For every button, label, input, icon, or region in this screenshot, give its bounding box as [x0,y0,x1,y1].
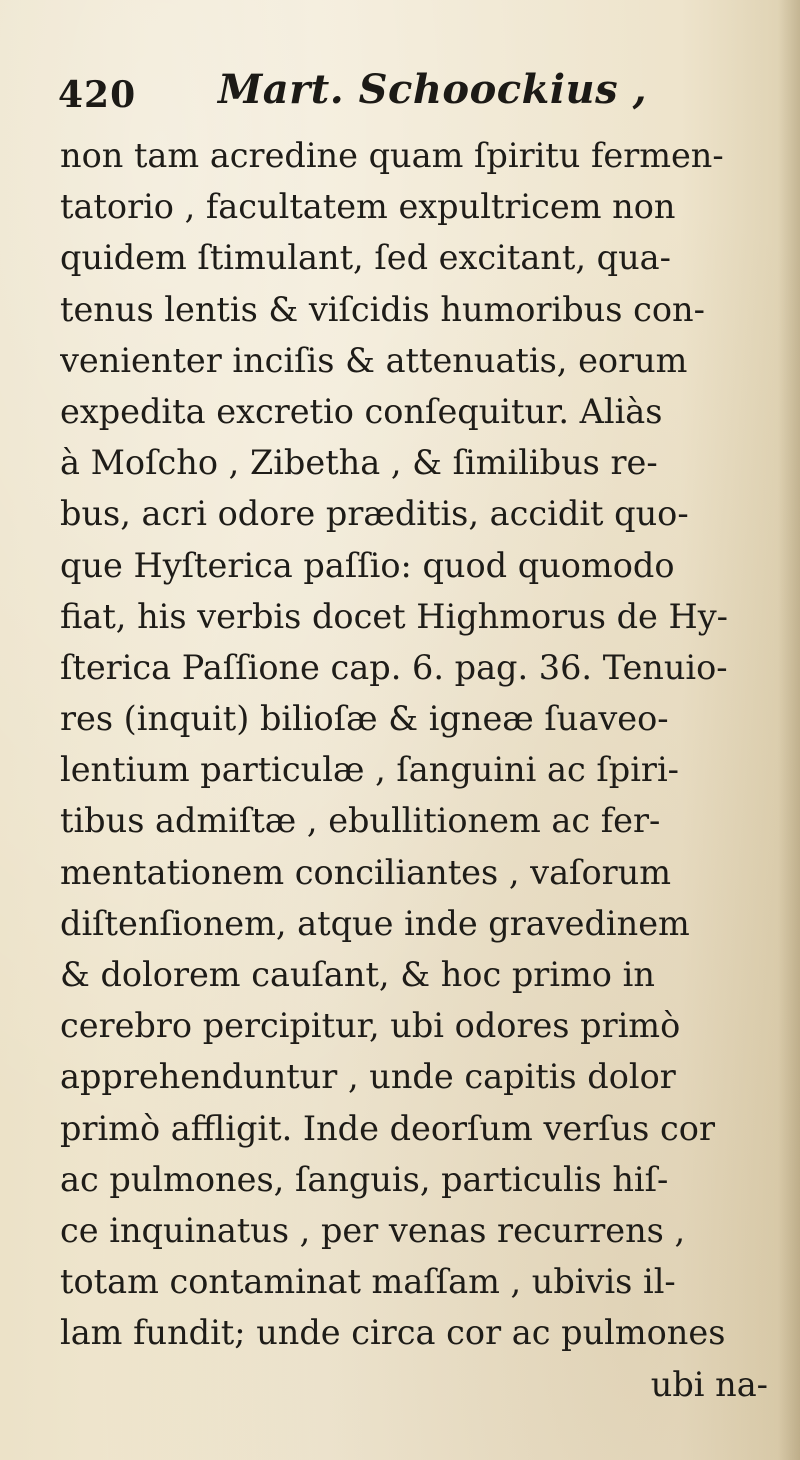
text-line: & dolorem cauſant, & hoc primo in [60,955,655,994]
text-line: lentium particulæ , ſanguini ac ſpiri- [60,750,679,790]
text-line: à Moſcho , Zibetha , & ſimilibus re- [60,443,658,483]
text-line: ce inquinatus , per venas recurrens , [60,1210,686,1250]
text-line: tenus lentis & viſcidis humoribus con- [60,289,705,329]
text-line: cerebro percipitur, ubi odores primò [60,1006,681,1046]
text-line: tatorio , facultatem expultricem non [60,187,676,227]
text-line: venienter inciſis & attenuatis, eorum [60,340,688,380]
text-line: tibus admiſtæ , ebullitionem ac fer- [60,801,661,841]
text-line: apprehenduntur , unde capitis dolor [60,1057,676,1097]
text-line: res (inquit) bilioſæ & igneæ ſuaveo- [60,699,669,739]
text-line: quidem ſtimulant, ſed excitant, qua- [60,238,671,278]
text-line: bus, acri odore præditis, accidit quo- [60,494,689,534]
text-line: ſterica Paſſione cap. 6. pag. 36. Tenuio- [60,647,728,687]
text-line: fiat, his verbis docet Highmorus de Hy- [60,596,728,636]
text-line: mentationem conciliantes , vaſorum [60,852,671,892]
text-line: que Hyſterica paſſio: quod quomodo [60,545,675,585]
text-line: primò affligit. Inde deorſum verſus cor [60,1108,715,1148]
text-line: lam fundit; unde circa cor ac pulmones [60,1313,726,1353]
page-header [58,66,758,126]
text-line: diſtenſionem, atque inde gravedinem [60,903,690,943]
running-head: Mart. Schoockius , [218,66,647,113]
text-line: expedita excretio conſequitur. Aliàs [60,391,663,431]
text-line: non tam acredine quam ſpiritu fermen- [60,136,724,175]
page-number: 420 [58,74,137,116]
text-line: ac pulmones, ſanguis, particulis hiſ- [60,1159,669,1199]
catchword: ubi na- [650,1364,768,1404]
text-line: totam contaminat maſſam , ubivis il- [60,1262,676,1302]
body-text [60,130,790,1410]
